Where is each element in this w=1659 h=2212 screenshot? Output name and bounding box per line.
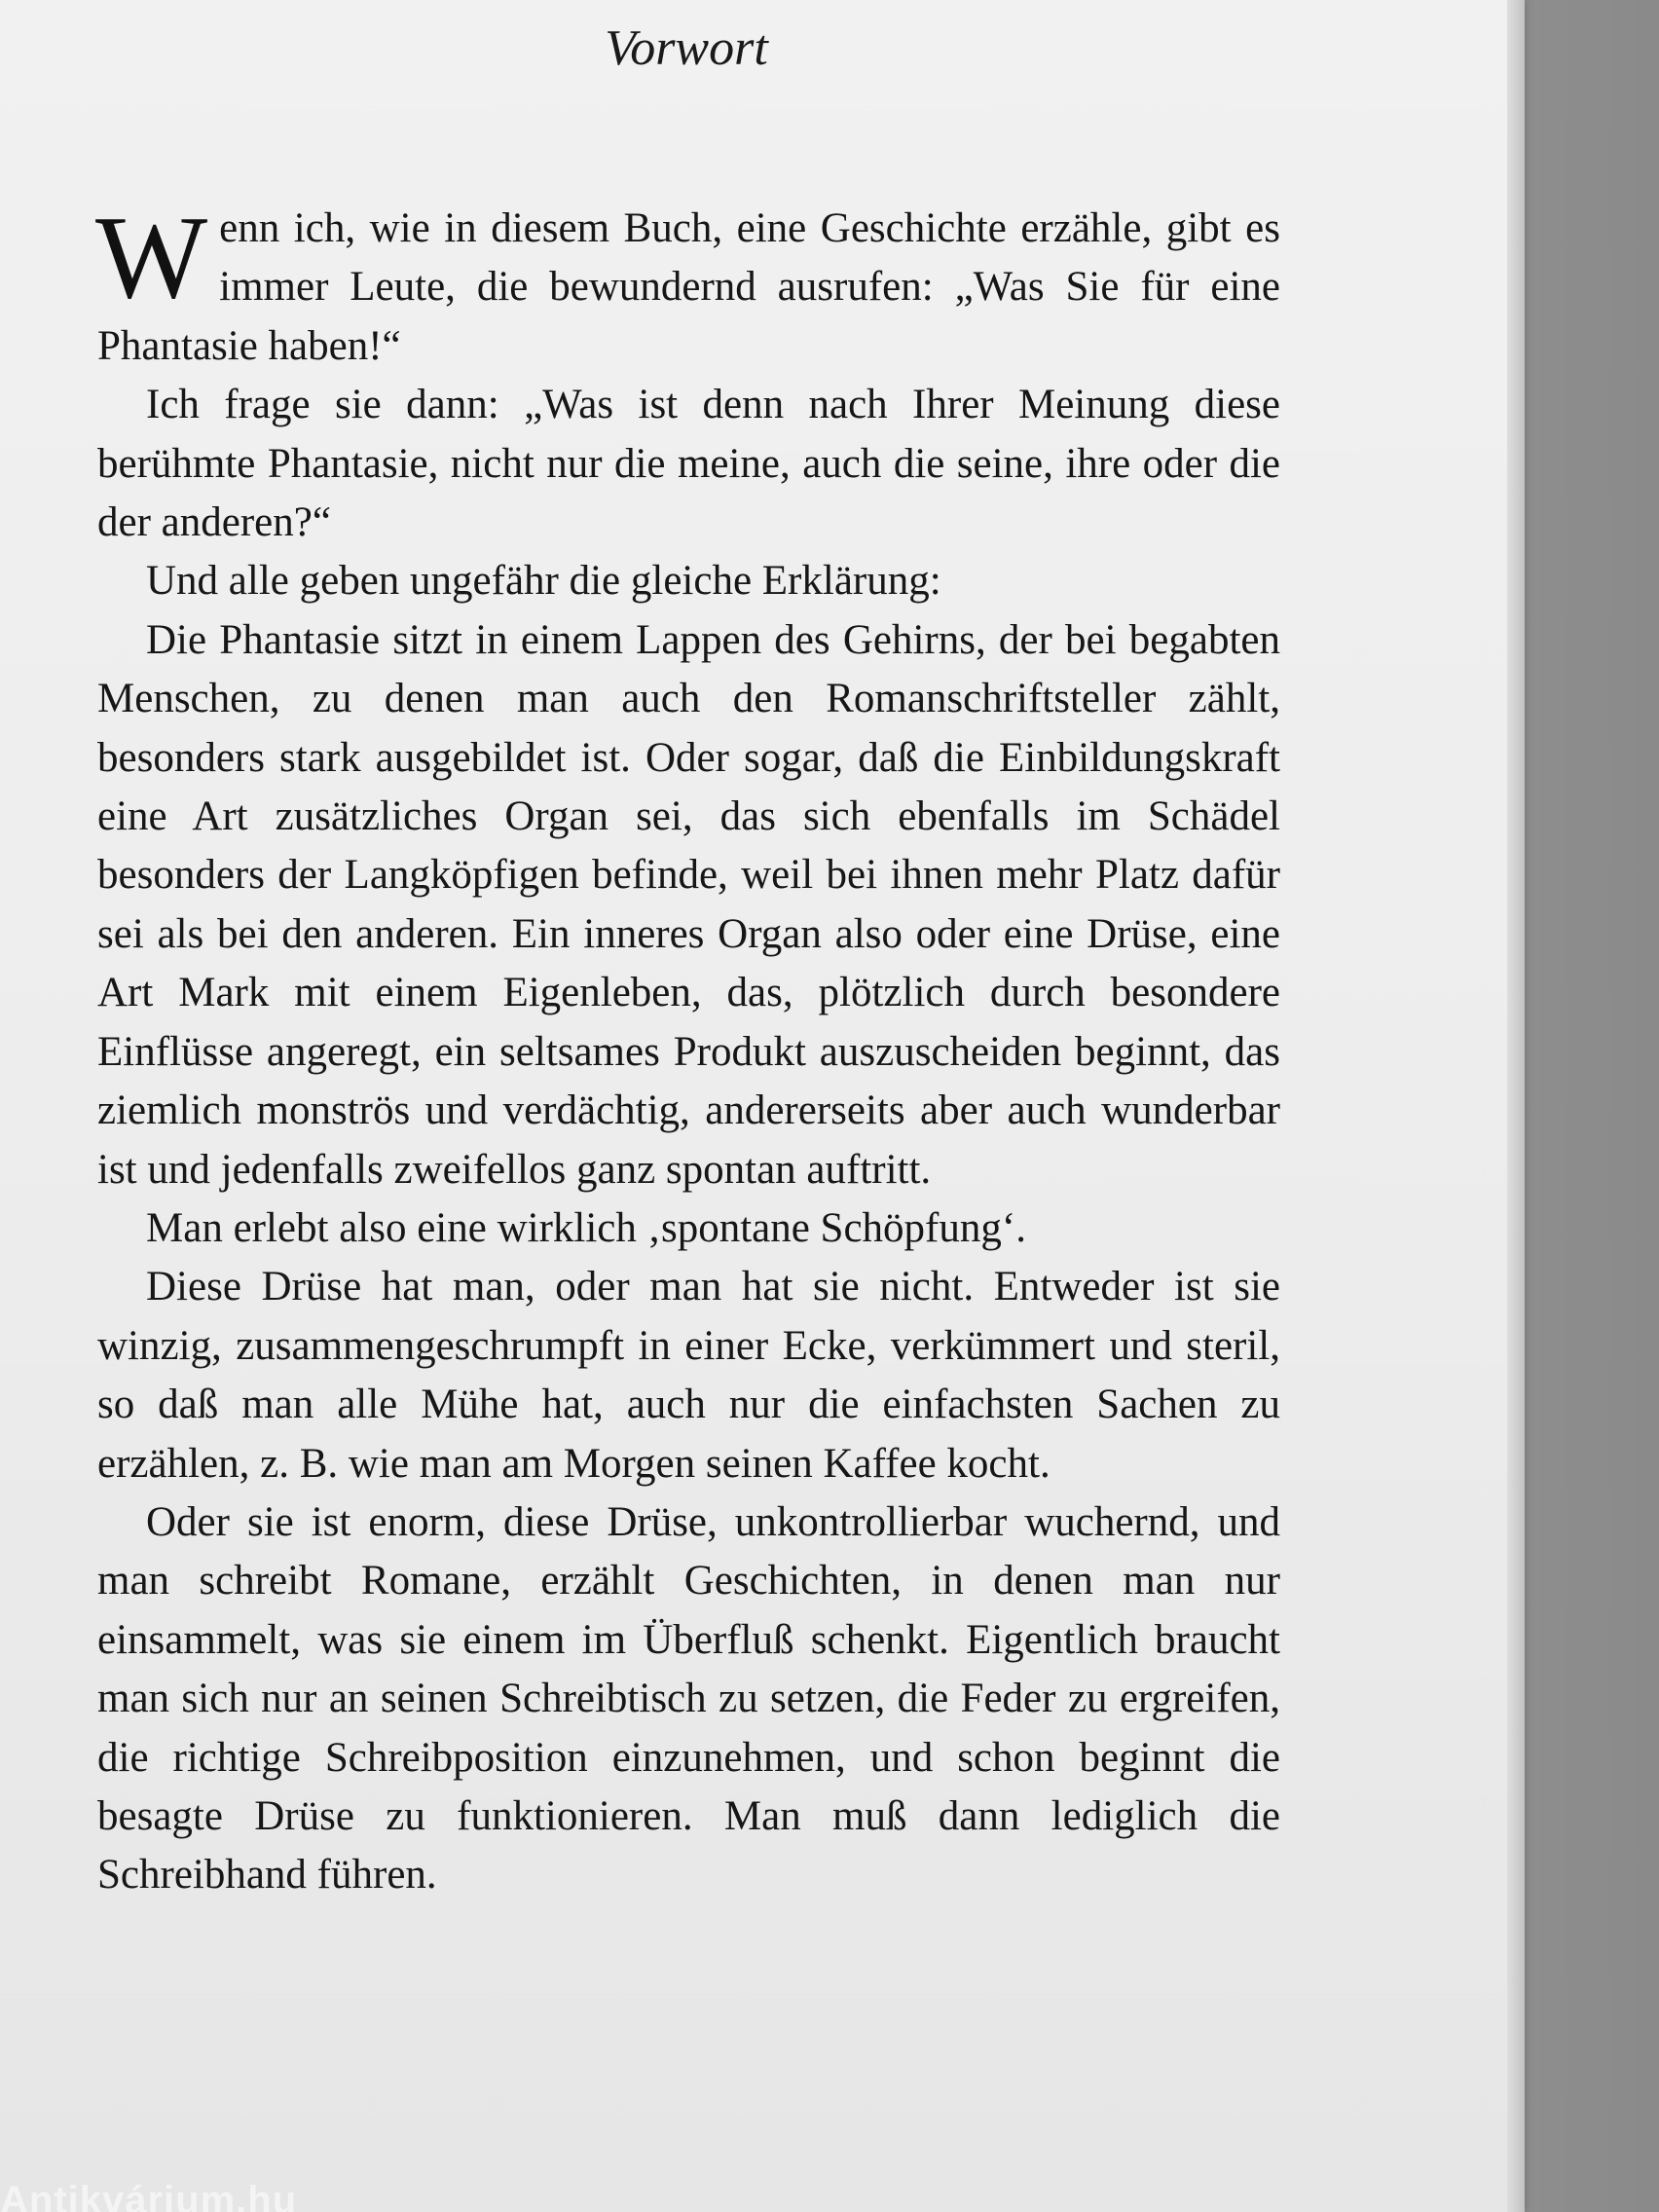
paragraph-3: Und alle geben ungefähr die gleiche Erklärung: xyxy=(146,558,941,605)
page-edge xyxy=(1507,0,1525,2212)
drop-cap-letter: W xyxy=(95,192,208,323)
paragraph-4: Die Phantasie sitzt in einem Lappen des Gehirns, der bei begabten Menschen, zu denen man auch den Romanschriftsteller zählt, besonders stark ausgebildet ist. Oder sogar, daß die Einbildungskraft eine Art zusätzliches Organ sei, das sich ebenfalls im Schädel besonders der Langköpfigen befinde, weil bei ihnen mehr Platz dafür sei als bei den anderen. Ein inneres Organ also oder eine Drüse, eine Art Mark mit einem Eigenleben, das, plötzlich durch besondere Einflüsse angeregt, ein seltsames Produkt auszuscheiden beginnt, das ziemlich monströs und verdächtig, andererseits aber auch wunderbar ist und jedenfalls zweifellos ganz spontan auftritt. xyxy=(97,616,1280,1193)
body-text xyxy=(95,192,1280,1905)
paragraph-2: Ich frage sie dann: „Was ist denn nach Ihrer Meinung diese berühmte Phantasie, nicht nur die meine, auch die seine, ihre oder die der anderen?“ xyxy=(97,382,1280,546)
paragraph-1-text: enn ich, wie in diesem Buch, eine Geschichte erzähle, gibt es immer Leute, die bewundernd ausrufen: „Was Sie für eine Phantasie haben!“ xyxy=(97,205,1280,369)
page-title: Vorwort xyxy=(605,20,768,76)
watermark-text: Antikvárium.hu xyxy=(0,2179,298,2212)
paragraph-6: Diese Drüse hat man, oder man hat sie nicht. Entweder ist sie winzig, zusammengeschrumpft in einer Ecke, verkümmert und steril, so daß man alle Mühe hat, auch nur die einfachsten Sachen zu erzählen, z. B. wie man am Morgen seinen Kaffee kocht. xyxy=(97,1264,1280,1487)
paragraph-1 xyxy=(95,192,1280,376)
paragraph-7: Oder sie ist enorm, diese Drüse, unkontrollierbar wuchernd, und man schreibt Romane, erzählt Geschichten, in denen man nur einsammelt, was sie einem im Überfluß schenkt. Eigentlich braucht man sich nur an seinen Schreibtisch zu setzen, die Feder zu ergreifen, die richtige Schreibposition einzunehmen, und schon beginnt die besagte Drüse zu funktionieren. Man muß dann lediglich die Schreibhand führen. xyxy=(97,1498,1280,1899)
paragraph-5: Man erlebt also eine wirklich ‚spontane Schöpfung‘. xyxy=(146,1204,1026,1251)
